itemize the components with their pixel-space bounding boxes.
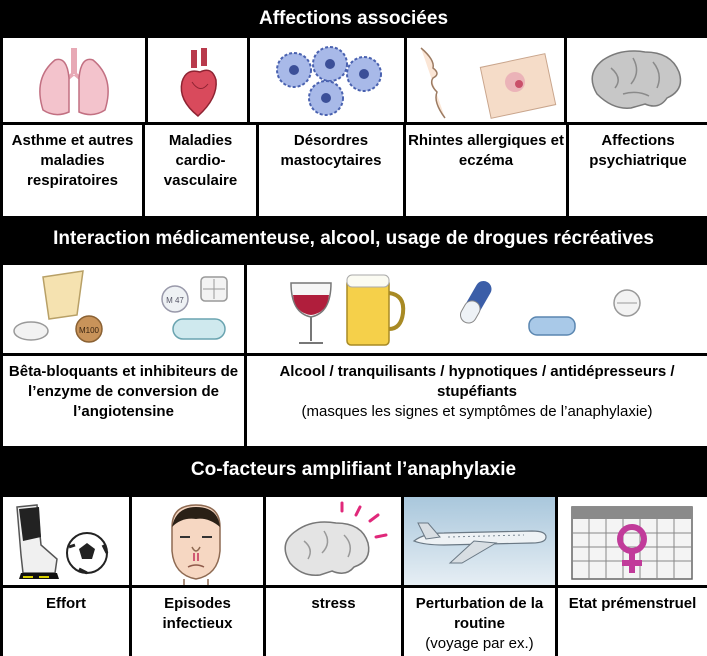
label-routine [404, 588, 555, 656]
heart-cell [148, 38, 247, 122]
label-premenstrual [558, 588, 707, 656]
alcohol-drugs-icon [247, 265, 707, 353]
lungs-icon [3, 38, 145, 122]
lungs-cell [3, 38, 145, 122]
effort-cell [3, 497, 129, 585]
pill-m47-text: M 47 [166, 296, 184, 305]
label-routine-note: (voyage par ex.) [425, 635, 534, 652]
brain-icon [567, 38, 707, 122]
mast-cells-cell [250, 38, 404, 122]
nose-skin-cell [407, 38, 564, 122]
football-icon [3, 497, 129, 585]
label-infection [132, 588, 263, 656]
label-premenstrual-text: Etat prémenstruel [568, 595, 697, 612]
stress-cell [266, 497, 401, 585]
alcohol-drugs-cell [247, 265, 707, 353]
mast-cells-icon [250, 38, 404, 122]
label-effort-text: Effort [46, 595, 86, 612]
label-beta-blockers: Bêta-bloquants et inhibiteurs de l’enzyme de conversion de l’angiotensine [3, 356, 244, 446]
section-title-cofactors: Co-facteurs amplifiant l’anaphylaxie [190, 459, 517, 480]
pill-m100-text: M100 [78, 326, 100, 335]
label-allergic-rhinitis: Rhintes allergiques et eczéma [406, 125, 566, 216]
calendar-female-icon [558, 497, 707, 585]
brain-cell [567, 38, 707, 122]
section-title-associated: Affections associées [258, 8, 449, 29]
label-effort [3, 588, 129, 656]
label-infection-text: Episodes infectieux [162, 595, 233, 632]
label-routine-text: Perturbation de la routine [415, 595, 544, 632]
section-title-interaction: Interaction médicamenteuse, alcool, usage de drogues récréatives [53, 228, 654, 249]
sick-face-icon [132, 497, 263, 585]
label-stress-text: stress [311, 595, 356, 612]
label-mast-cell: Désordres mastocytaires [259, 125, 403, 216]
label-psychiatric: Affections psychiatrique [569, 125, 707, 216]
beta-blocker-pills-cell [3, 265, 244, 353]
label-alcohol-drugs: Alcool / tranquilisants / hypnotiques / antidépresseurs / stupéfiants [279, 363, 675, 400]
label-alcohol-drugs-note: (masques les signes et symptômes de l’anaphylaxie) [301, 403, 653, 420]
nose-skin-icon [407, 38, 564, 122]
infection-cell [132, 497, 263, 585]
label-stress [266, 588, 401, 656]
heart-icon [148, 38, 247, 122]
label-respiratory: Asthme et autres maladies respiratoires [3, 125, 142, 216]
airplane-icon [404, 497, 555, 585]
travel-cell [404, 497, 555, 585]
pills-icon [3, 265, 244, 353]
label-alcohol-drugs-box [247, 356, 707, 446]
stressed-brain-icon [266, 497, 401, 585]
label-cardiovascular: Maladies cardio-vasculaire [145, 125, 256, 216]
premenstrual-cell [558, 497, 707, 585]
